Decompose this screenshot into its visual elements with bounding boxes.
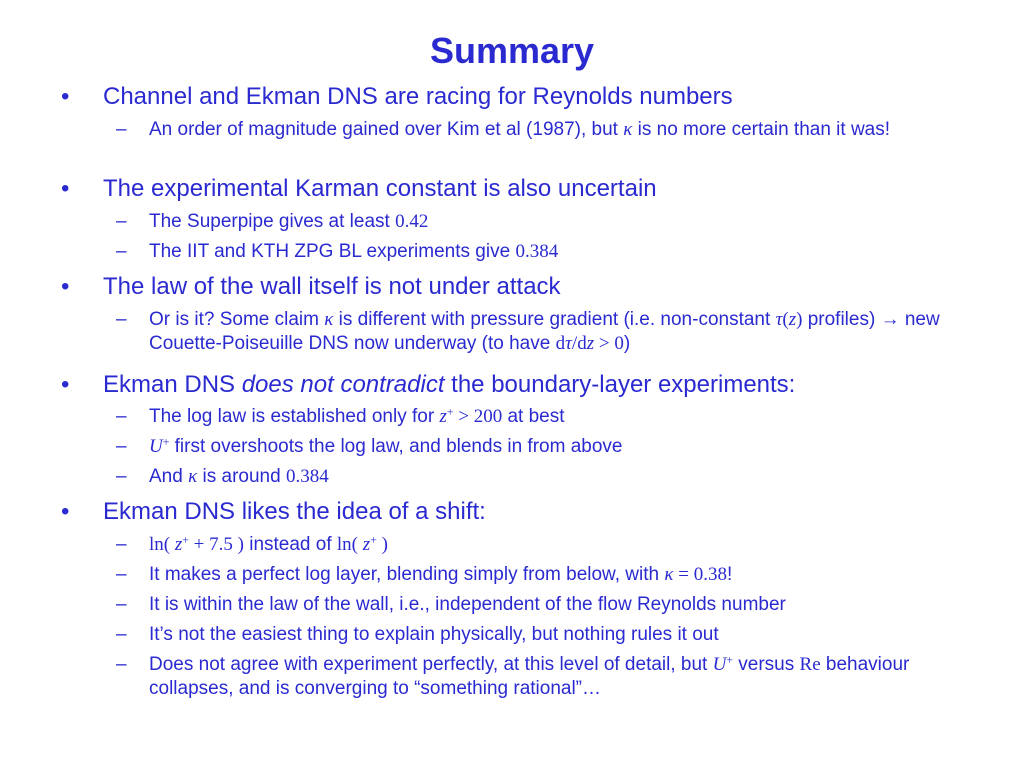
sub-bullet-4-3: – And κ is around 0.384: [149, 465, 969, 489]
bullet-2: • The experimental Karman constant is also uncertain: [103, 175, 657, 203]
sub-bullet-2-2: – The IIT and KTH ZPG BL experiments give 0.384: [149, 240, 969, 264]
sub-bullet-5-3: – It is within the law of the wall, i.e., independent of the flow Reynolds number: [149, 593, 969, 617]
sub-bullet-5-2: – It makes a perfect log layer, blending simply from below, with κ = 0.38!: [149, 563, 969, 587]
sub-bullet-4-1: – The log law is established only for z+ > 200 at best: [149, 405, 969, 429]
sub-bullet-1-1: – An order of magnitude gained over Kim et al (1987), but κ is no more certain than it was!: [149, 118, 969, 142]
sub-bullet-4-2: – U+ first overshoots the log law, and blends in from above: [149, 435, 969, 459]
sub-bullet-5-5: – Does not agree with experiment perfectly, at this level of detail, but U+ versus Re behaviour collapses, and is converging to “something rational”…: [149, 653, 969, 701]
bullet-3: • The law of the wall itself is not under attack: [103, 273, 561, 301]
bullet-5: • Ekman DNS likes the idea of a shift:: [103, 498, 486, 526]
arrow-icon: →: [880, 309, 900, 330]
bullet-4: • Ekman DNS does not contradict the boundary-layer experiments:: [103, 371, 795, 399]
sub-bullet-5-4: – It’s not the easiest thing to explain physically, but nothing rules it out: [149, 623, 969, 647]
sub-bullet-5-1: – ln( z+ + 7.5 ) instead of ln( z+ ): [149, 533, 969, 557]
bullet-1: • Channel and Ekman DNS are racing for Reynolds numbers: [103, 83, 733, 111]
sub-bullet-2-1: – The Superpipe gives at least 0.42: [149, 210, 969, 234]
sub-bullet-3-1: – Or is it? Some claim κ is different with pressure gradient (i.e. non-constant τ(z) profiles) → new Couette-Poiseuille DNS now underway (to have dτ/dz > 0): [149, 308, 969, 356]
slide-title: Summary: [429, 30, 595, 71]
